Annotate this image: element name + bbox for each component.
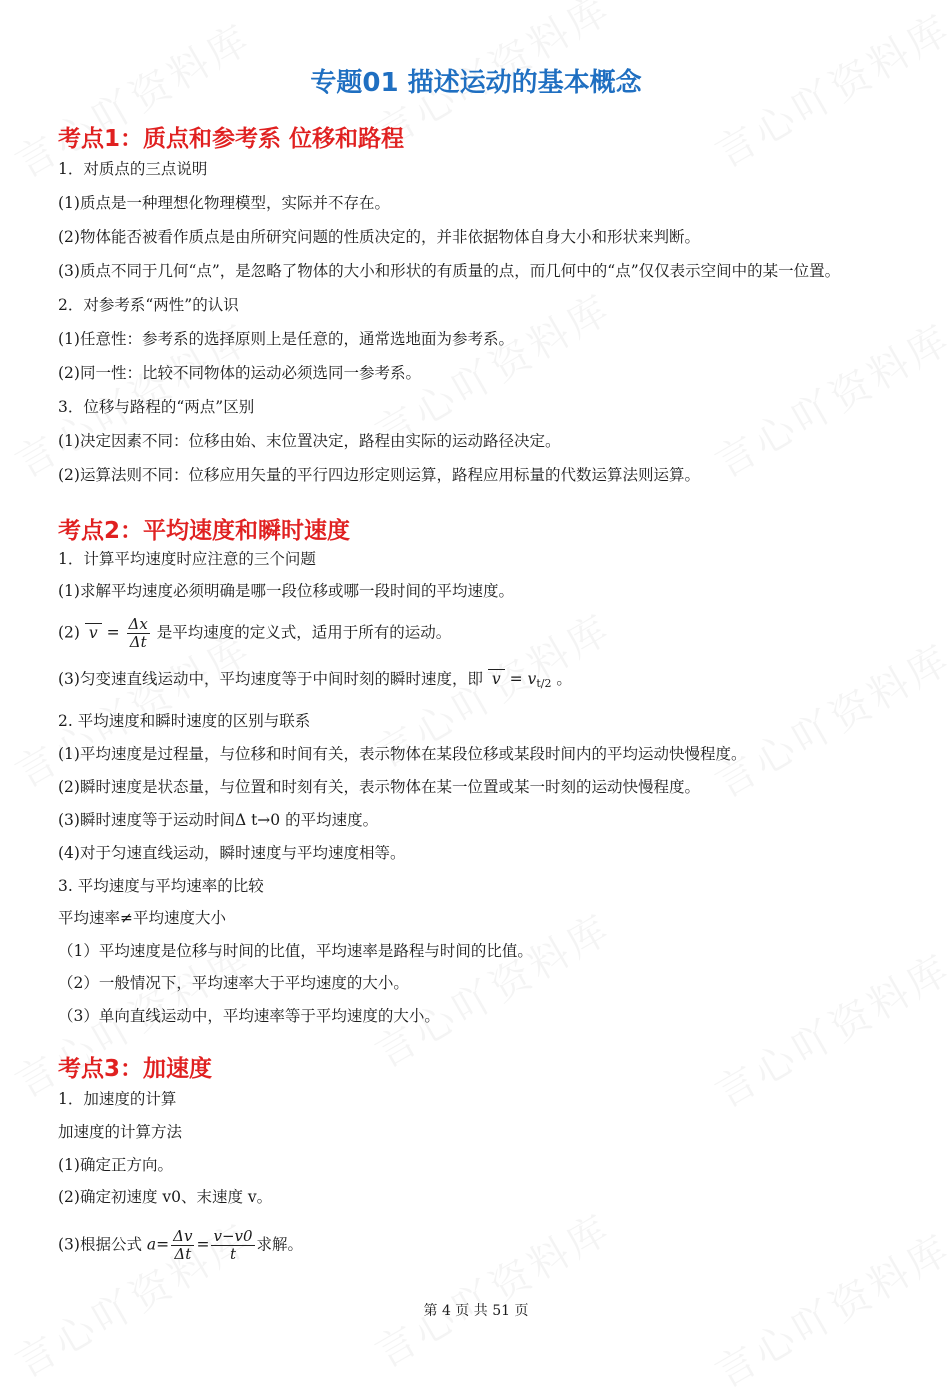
paragraph: (3)瞬时速度等于运动时间Δ t→0 的平均速度。 (58, 811, 379, 829)
formula-suffix: 。 (556, 670, 572, 688)
section-heading: 考点2：平均速度和瞬时速度 (58, 518, 351, 544)
formula-line (58, 668, 572, 695)
paragraph: (2)物体能否被看作质点是由所研究问题的性质决定的，并非依据物体自身大小和形状来判断。 (58, 228, 700, 246)
numerator: v−v0 (213, 1227, 253, 1245)
paragraph: (1)确定正方向。 (58, 1156, 173, 1174)
section-heading: 考点3：加速度 (58, 1056, 213, 1082)
formula-prefix: (2) (58, 623, 80, 642)
fraction (171, 1228, 194, 1263)
paragraph: 加速度的计算方法 (58, 1123, 183, 1141)
denominator: Δt (129, 633, 147, 651)
paragraph: (1)求解平均速度必须明确是哪一段位移或哪一段时间的平均速度。 (58, 582, 514, 600)
paragraph: (2)瞬时速度是状态量，与位置和时刻有关，表示物体在某一位置或某一时刻的运动快慢程度。 (58, 778, 700, 796)
paragraph: (4)对于匀速直线运动，瞬时速度与平均速度相等。 (58, 844, 406, 862)
section-heading: 考点1：质点和参考系 位移和路程 (58, 126, 405, 152)
paragraph: 1．对质点的三点说明 (58, 160, 208, 178)
equals-sign: = (196, 1235, 210, 1254)
paragraph: 1．加速度的计算 (58, 1090, 177, 1108)
average-velocity-symbol: v (85, 623, 102, 642)
paragraph: 1．计算平均速度时应注意的三个问题 (58, 550, 316, 568)
formula-suffix: 求解。 (256, 1235, 304, 1254)
paragraph: 2. 平均速度和瞬时速度的区别与联系 (58, 712, 311, 730)
paragraph: (1)任意性：参考系的选择原则上是任意的，通常选地面为参考系。 (58, 330, 514, 348)
paragraph: (1)平均速度是过程量，与位移和时间有关，表示物体在某段位移或某段时间内的平均运动快慢程度。 (58, 745, 747, 763)
paragraph: （2）一般情况下，平均速率大于平均速度的大小。 (58, 974, 409, 992)
acceleration-symbol: a (146, 1235, 157, 1254)
fraction (211, 1228, 254, 1263)
denominator: t (229, 1245, 237, 1263)
equals-sign: = (156, 1235, 170, 1254)
paragraph: 3．位移与路程的“两点”区别 (58, 398, 255, 416)
paragraph: 平均速率≠平均速度大小 (58, 909, 226, 927)
paragraph: （3）单向直线运动中，平均速率等于平均速度的大小。 (58, 1007, 440, 1025)
page-title: 专题01 描述运动的基本概念 (310, 68, 642, 98)
fraction (127, 616, 150, 651)
paragraph: (3)质点不同于几何“点”，是忽略了物体的大小和形状的有质量的点，而几何中的“点”仅仅表示空间中的某一位置。 (58, 262, 841, 280)
paragraph: (1)决定因素不同：位移由始、末位置决定，路程由实际的运动路径决定。 (58, 432, 561, 450)
formula-line (58, 616, 451, 651)
velocity-symbol: v (527, 670, 537, 688)
watermark (703, 308, 952, 489)
paragraph: (2)确定初速度 v0、末速度 v。 (58, 1188, 273, 1206)
formula-line (58, 1228, 303, 1263)
watermark (703, 628, 952, 809)
subscript: t/2 (536, 677, 552, 690)
formula-prefix: (3)匀变速直线运动中，平均速度等于中间时刻的瞬时速度，即 (58, 670, 483, 688)
average-velocity-symbol: v (488, 669, 505, 688)
paragraph: (2)同一性：比较不同物体的运动必须选同一参考系。 (58, 364, 421, 382)
paragraph: 3. 平均速度与平均速率的比较 (58, 877, 264, 895)
numerator: Δx (128, 615, 148, 633)
paragraph: (1)质点是一种理想化物理模型，实际并不存在。 (58, 194, 390, 212)
numerator: Δv (173, 1227, 193, 1245)
paragraph: （1）平均速度是位移与时间的比值，平均速率是路程与时间的比值。 (58, 942, 533, 960)
paragraph: 2．对参考系“两性”的认识 (58, 296, 239, 314)
denominator: Δt (174, 1245, 192, 1263)
equals-sign: = (106, 623, 120, 642)
formula-prefix: (3)根据公式 (58, 1235, 142, 1254)
equals-sign: = (509, 670, 523, 688)
watermark (703, 938, 952, 1119)
watermark (363, 1198, 620, 1379)
paragraph: (2)运算法则不同：位移应用矢量的平行四边形定则运算，路程应用标量的代数运算法则运算。 (58, 466, 700, 484)
page-footer: 第 4 页 共 51 页 (423, 1303, 529, 1319)
formula-suffix: 是平均速度的定义式，适用于所有的运动。 (156, 623, 452, 642)
